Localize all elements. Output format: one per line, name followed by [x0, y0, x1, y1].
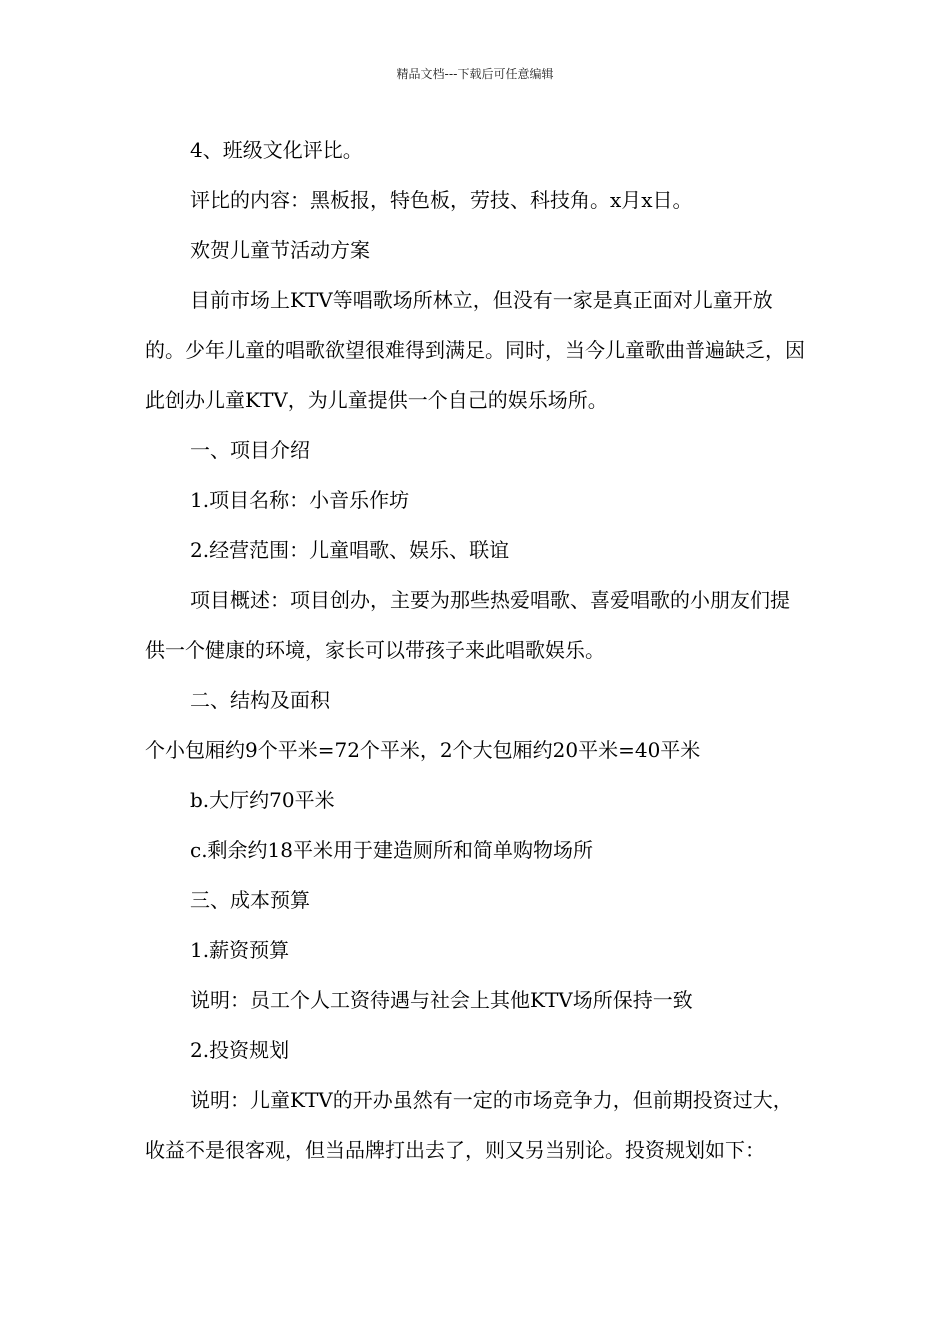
paragraph-class-culture: 4、班级文化评比。 [190, 138, 363, 162]
paragraph-rooms-area: 个小包厢约9个平米=72个平米，2个大包厢约20平米=40平米 [145, 738, 701, 762]
paragraph-market-intro: 目前市场上KTV等唱歌场所林立，但没有一家是真正面对儿童开放的。少年儿童的唱歌欲望很难得到满足。同时，当今儿童歌曲普遍缺乏，因此创办儿童KTV，为儿童提供一个自己的娱乐场所。 [145, 288, 805, 412]
paragraph-salary-note: 说明：员工个人工资待遇与社会上其他KTV场所保持一致 [190, 988, 693, 1012]
paragraph-hall-area: b.大厅约70平米 [190, 788, 335, 812]
paragraph-project-name: 1.项目名称：小音乐作坊 [190, 488, 410, 512]
paragraph-remaining-area: c.剩余约18平米用于建造厕所和简单购物场所 [190, 838, 594, 862]
paragraph-salary-budget: 1.薪资预算 [190, 938, 290, 962]
paragraph-evaluation-content: 评比的内容：黑板报，特色板，劳技、科技角。x月x日。 [190, 188, 693, 212]
page-header: 精品文档---下载后可任意编辑 [396, 67, 554, 81]
heading-cost-budget: 三、成本预算 [190, 888, 310, 912]
section-title-activity-plan: 欢贺儿童节活动方案 [190, 238, 370, 262]
paragraph-business-scope: 2.经营范围：儿童唱歌、娱乐、联谊 [190, 538, 510, 562]
paragraph-project-overview: 项目概述：项目创办，主要为那些热爱唱歌、喜爱唱歌的小朋友们提供一个健康的环境，家长可以带孩子来此唱歌娱乐。 [145, 588, 790, 662]
heading-structure-area: 二、结构及面积 [190, 688, 330, 712]
document-body [145, 125, 805, 1175]
paragraph-investment-plan: 2.投资规划 [190, 1038, 290, 1062]
paragraph-investment-note: 说明：儿童KTV的开办虽然有一定的市场竞争力，但前期投资过大，收益不是很客观，但当品牌打出去了，则又另当别论。投资规划如下： [145, 1088, 793, 1162]
heading-project-intro: 一、项目介绍 [190, 438, 310, 462]
